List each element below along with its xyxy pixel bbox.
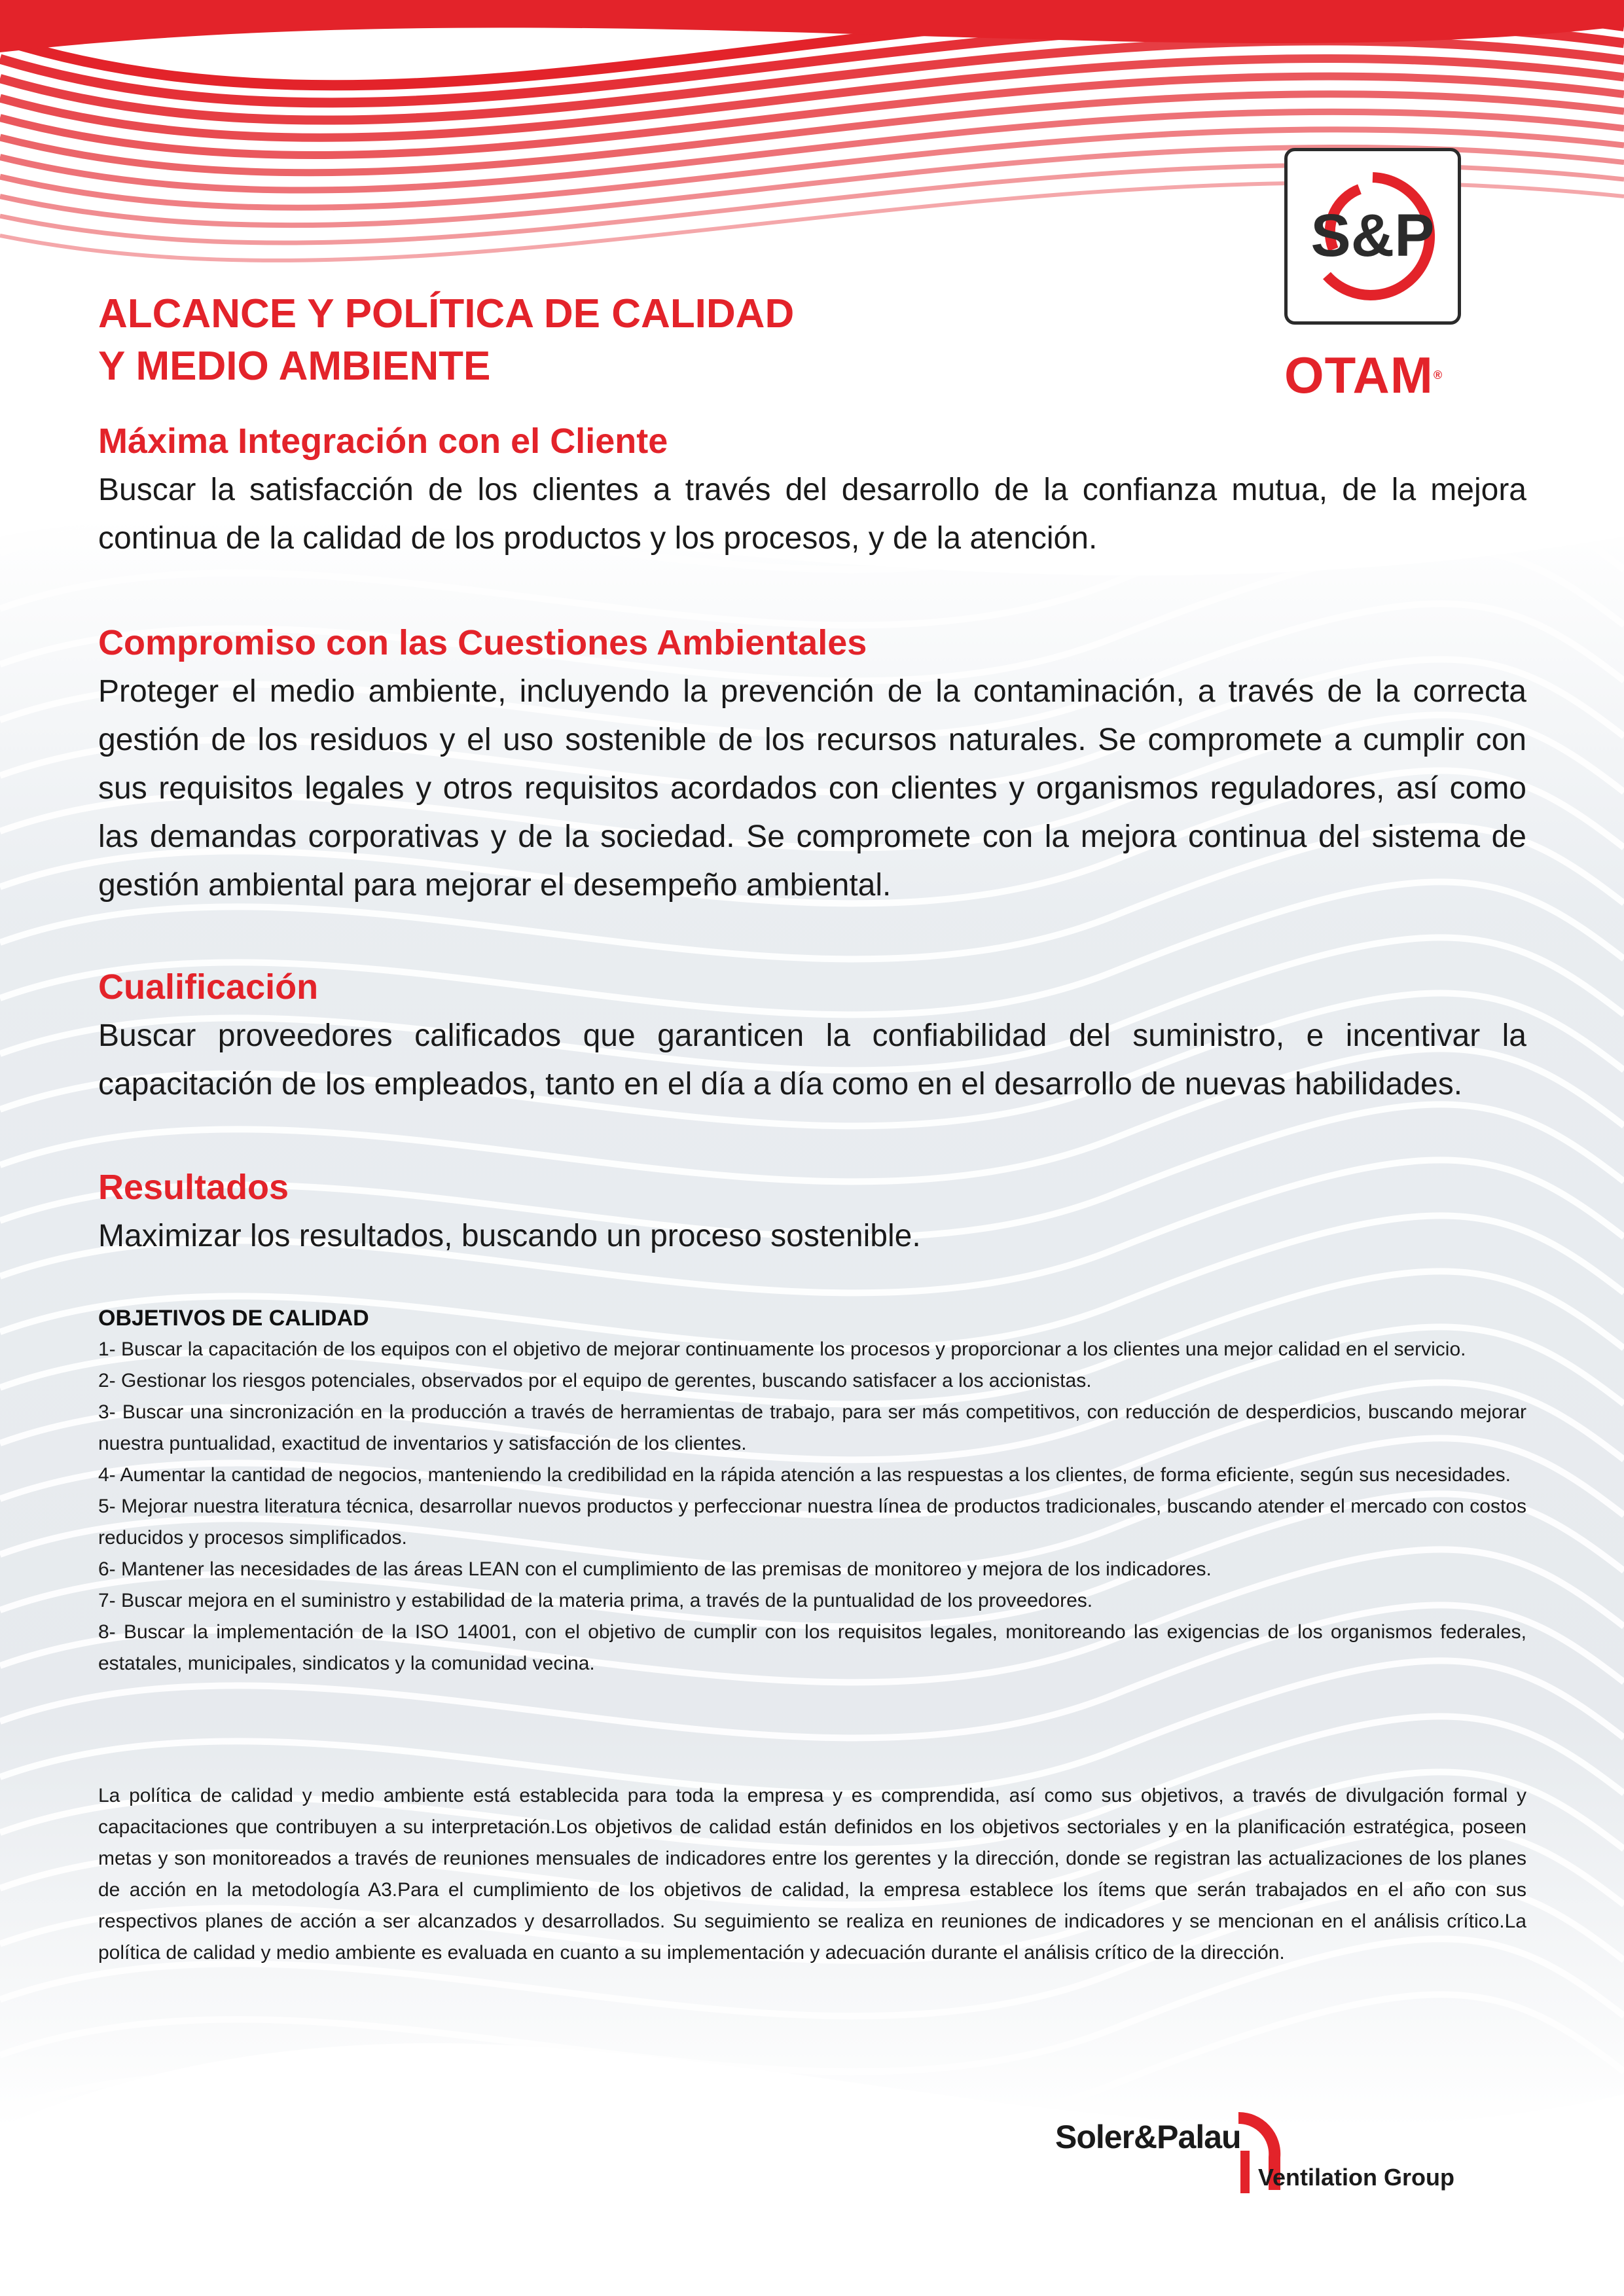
sp-logo-text: S&P xyxy=(1310,202,1435,269)
section-environmental-commitment xyxy=(98,618,1526,910)
objective-item: 6- Mantener las necesidades de las áreas LEAN con el cumplimiento de las premisas de monitoreo y mejora de los indicadores. xyxy=(98,1558,1212,1580)
objective-item: 8- Buscar la implementación de la ISO 14001, con el objetivo de cumplir con los requisitos legales, monitoreando las exigencias de los organismos federales, estatales, municipales, sindicatos y la comunidad vecina. xyxy=(98,1621,1526,1674)
section-body: Buscar proveedores calificados que garanticen la confiabilidad del suministro, e incentivar la capacitación de los empleados, tanto en el día a día como en el desarrollo de nuevas habilidades. xyxy=(98,1018,1526,1102)
quality-objectives xyxy=(98,1302,1526,1679)
page-title xyxy=(98,288,1146,393)
closing-paragraph: La política de calidad y medio ambiente está establecida para toda la empresa y es comprendida, así como sus objetivos, a través de divulgación formal y capacitaciones que contribuyen a su interpretación.Los objetivos de calidad están definidos en los objetivos sectoriales y en la planificación estratégica, poseen metas y son monitoreados a través de reuniones mensuales de indicadores entre los gerentes y la dirección, donde se registran las actualizaciones de los planes de acción en la metodología A3.Para el cumplimiento de los objetivos de calidad, la empresa establece los ítems que serán trabajados en el año con sus respectivos planes de acción a ser alcanzados y desarrollados. Su seguimiento se realiza en reuniones de indicadores y se mencionan en el análisis crítico.La política de calidad y medio ambiente es evaluada en cuanto a su implementación y adecuación durante el análisis crítico de la dirección. xyxy=(98,1785,1526,1964)
footer-group-name: Ventilation Group xyxy=(1258,2164,1455,2191)
soler-palau-footer-logo xyxy=(1055,2111,1526,2197)
objective-item: 3- Buscar una sincronización en la producción a través de herramientas de trabajo, para ser más competitivos, con reducción de desperdicios, buscando mejorar nuestra puntualidad, exactitud de inventarios y satisfacción de los clientes. xyxy=(98,1401,1526,1454)
sp-logo xyxy=(1284,148,1461,325)
footer-company-name: Soler&Palau xyxy=(1055,2119,1241,2155)
otam-logo xyxy=(1284,346,1474,404)
objectives-heading: OBJETIVOS DE CALIDAD xyxy=(98,1306,369,1331)
section-body: Proteger el medio ambiente, incluyendo la prevención de la contaminación, a través de la correcta gestión de los residuos y el uso sostenible de los recursos naturales. Se compromete a cumplir con sus requisitos legales y otros requisitos acordados con clientes y organismos reguladores, así como las demandas corporativas y de la sociedad. Se compromete con la mejora continua del sistema de gestión ambiental para mejorar el desempeño ambiental. xyxy=(98,674,1526,903)
section-heading: Máxima Integración con el Cliente xyxy=(98,422,668,461)
objective-item: 7- Buscar mejora en el suministro y estabilidad de la materia prima, a través de la puntualidad de los proveedores. xyxy=(98,1590,1093,1611)
section-results xyxy=(98,1162,1526,1261)
section-heading: Cualificación xyxy=(98,967,319,1007)
section-client-integration xyxy=(98,416,1526,563)
objective-item: 2- Gestionar los riesgos potenciales, observados por el equipo de gerentes, buscando satisfacer a los accionistas. xyxy=(98,1370,1092,1391)
section-body: Maximizar los resultados, buscando un proceso sostenible. xyxy=(98,1219,921,1253)
title-line-1: ALCANCE Y POLÍTICA DE CALIDAD xyxy=(98,291,795,336)
section-body: Buscar la satisfacción de los clientes a través del desarrollo de la confianza mutua, de la mejora continua de la calidad de los productos y los procesos, y de la atención. xyxy=(98,473,1526,556)
objective-item: 4- Aumentar la cantidad de negocios, manteniendo la credibilidad en la rápida atención a las respuestas a los clientes, de forma eficiente, según sus necesidades. xyxy=(98,1464,1511,1486)
section-heading: Resultados xyxy=(98,1168,289,1207)
otam-text: OTAM xyxy=(1284,346,1434,404)
section-heading: Compromiso con las Cuestiones Ambientales xyxy=(98,623,867,662)
objective-item: 5- Mejorar nuestra literatura técnica, desarrollar nuevos productos y perfeccionar nuestra línea de productos tradicionales, buscando atender el mercado con costos reducidos y procesos simplificados. xyxy=(98,1496,1526,1549)
title-line-2: Y MEDIO AMBIENTE xyxy=(98,344,491,389)
otam-registered-mark: ® xyxy=(1433,368,1443,382)
section-qualification xyxy=(98,962,1526,1109)
sp-logo-icon xyxy=(1288,151,1458,321)
objective-item: 1- Buscar la capacitación de los equipos con el objetivo de mejorar continuamente los procesos y proporcionar a los clientes una mejor calidad en el servicio. xyxy=(98,1338,1466,1360)
